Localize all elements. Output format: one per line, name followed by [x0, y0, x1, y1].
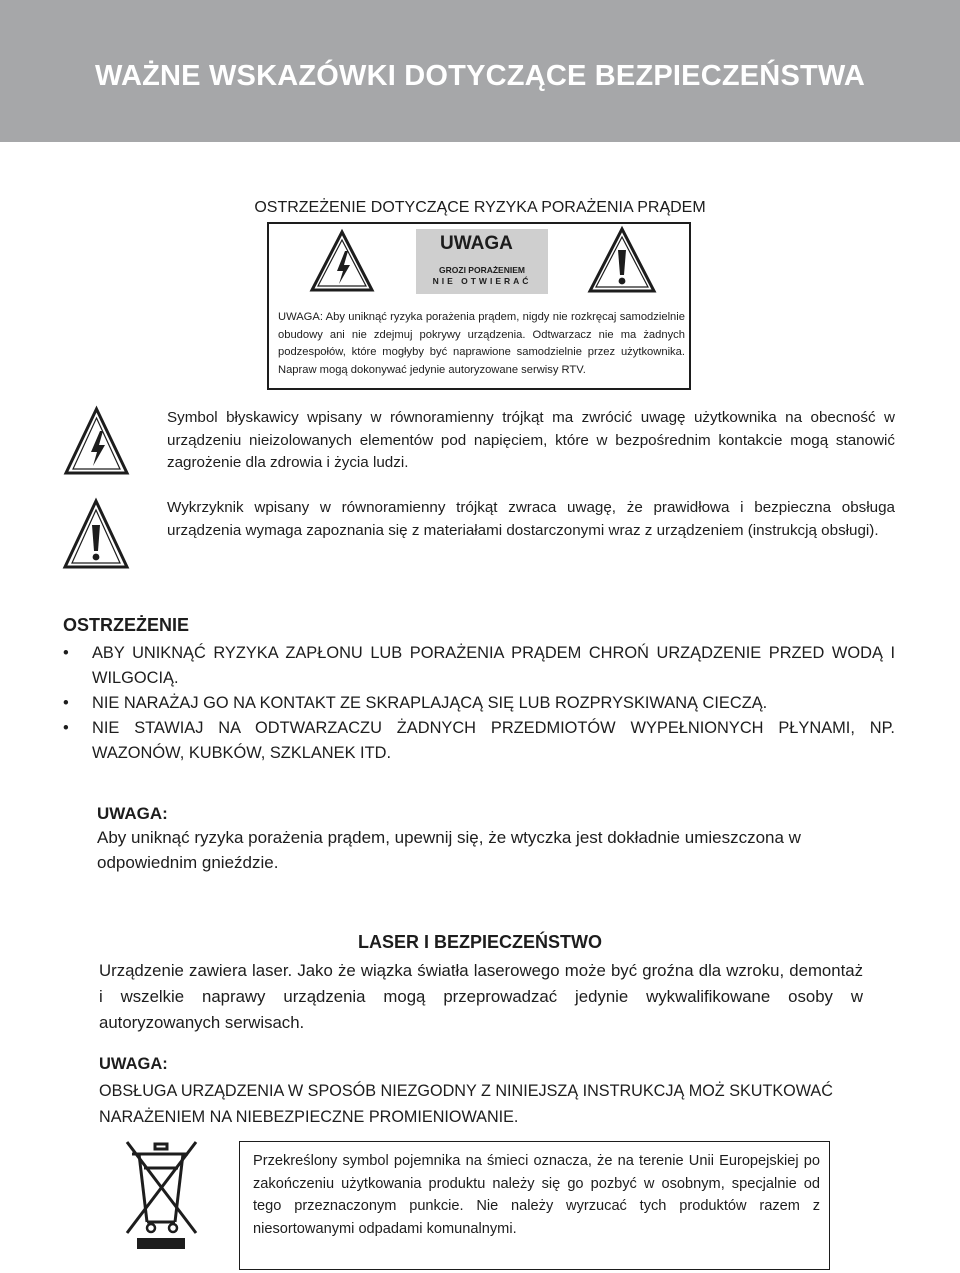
list-item-text: NIE NARAŻAJ GO NA KONTAKT ZE SKRAPLAJĄCĄ SIĘ LUB ROZPRYSKIWANĄ CIECZĄ.: [92, 694, 768, 712]
exclamation-symbol-icon: [62, 498, 130, 570]
warning-list: [63, 641, 895, 766]
warning-section-heading: OSTRZEŻENIE: [63, 615, 190, 635]
bullet-icon: •: [63, 719, 69, 737]
warning-label-panel: [416, 229, 548, 294]
lightning-symbol-icon: [63, 406, 130, 476]
plug-note-text: Aby uniknąć ryzyka porażenia prądem, upewnij się, że wtyczka jest dokładnie umieszczona w odpowiednim gnieździe.: [97, 828, 801, 872]
warning-box-text: UWAGA: Aby uniknąć ryzyka porażenia prądem, nigdy nie rozkręcaj samodzielnie obudowy ani nie zdejmuj pokrywy urządzenia. Odtwarzacz nie ma żadnych podzespołów, które mogłyby być naprawione samodzielnie przez użytkownika. Napraw mogą dokonywać jedynie autoryzowane serwisy RTV.: [278, 311, 685, 376]
warning-label-line2: NIE OTWIERAĆ: [432, 276, 532, 286]
laser-caution-label: UWAGA:: [99, 1055, 168, 1073]
warning-box-title: OSTRZEŻENIE DOTYCZĄCE RYZYKA PORAŻENIA PRĄDEM: [254, 199, 706, 216]
warning-label-uwaga: UWAGA: [440, 233, 513, 254]
page-title: WAŻNE WSKAZÓWKI DOTYCZĄCE BEZPIECZEŃSTWA: [94, 60, 866, 92]
bullet-icon: •: [63, 694, 69, 712]
laser-section-title: LASER I BEZPIECZEŃSTWO: [357, 932, 602, 952]
exclamation-description: Wykrzyknik wpisany w równoramienny trójkąt zwraca uwagę, że prawidłowa i bezpieczna obsługa urządzenia wymaga zapoznania się z materiałami dostarczonymi wraz z urządzeniem (instrukcją obsługi).: [167, 499, 895, 539]
list-item-text: NIE STAWIAJ NA ODTWARZACZU ŻADNYCH PRZEDMIOTÓW WYPEŁNIONYCH PŁYNAMI, NP. WAZONÓW, KUBKÓW, SZKLANEK ITD.: [92, 719, 895, 762]
list-item-text: ABY UNIKNĄĆ RYZYKA ZAPŁONU LUB PORAŻENIA PRĄDEM CHROŃ URZĄDZENIE PRZED WODĄ I WILGOCIĄ.: [92, 644, 895, 687]
header-banner: [0, 0, 960, 142]
list-item: [63, 716, 895, 766]
lightning-triangle-icon: [309, 229, 375, 293]
list-item: [63, 691, 895, 716]
warning-label-line1: GROZI PORAŻENIEM: [439, 265, 525, 275]
disposal-text: Przekreślony symbol pojemnika na śmieci oznacza, że na terenie Unii Europejskiej po zakończeniu użytkowania produktu należy się go pozbyć w osobnym, specjalnie od tego przeznaczonym punkcie. Nie należy wyrzucać tych produktów razem z niesortowanymi odpadami komunalnymi.: [253, 1153, 820, 1237]
lightning-description: Symbol błyskawicy wpisany w równoramienny trójkąt ma zwrócić uwagę użytkownika na obecność w urządzeniu nieizolowanych elementów pod napięciem, które w bezpośrednim kontakcie mogą stanowić zagrożenie dla zdrowia i życia ludzi.: [167, 409, 895, 471]
bullet-icon: •: [63, 644, 69, 662]
plug-note-label: UWAGA:: [97, 804, 168, 823]
laser-caution-text: OBSŁUGA URZĄDZENIA W SPOSÓB NIEZGODNY Z NINIEJSZĄ INSTRUKCJĄ MOŻ SKUTKOWAĆ NARAŻENIEM NA NIEBEZPIECZNE PROMIENIOWANIE.: [99, 1082, 833, 1126]
laser-description: Urządzenie zawiera laser. Jako że wiązka światła laserowego może być groźna dla wzroku, demontaż i wszelkie naprawy urządzenia mogą przeprowadzać jedynie wykwalifikowane osoby w autoryzowanych serwisach.: [99, 961, 863, 1032]
crossed-out-bin-icon: [118, 1138, 204, 1252]
exclamation-triangle-icon: [587, 226, 657, 294]
list-item: [63, 641, 895, 691]
